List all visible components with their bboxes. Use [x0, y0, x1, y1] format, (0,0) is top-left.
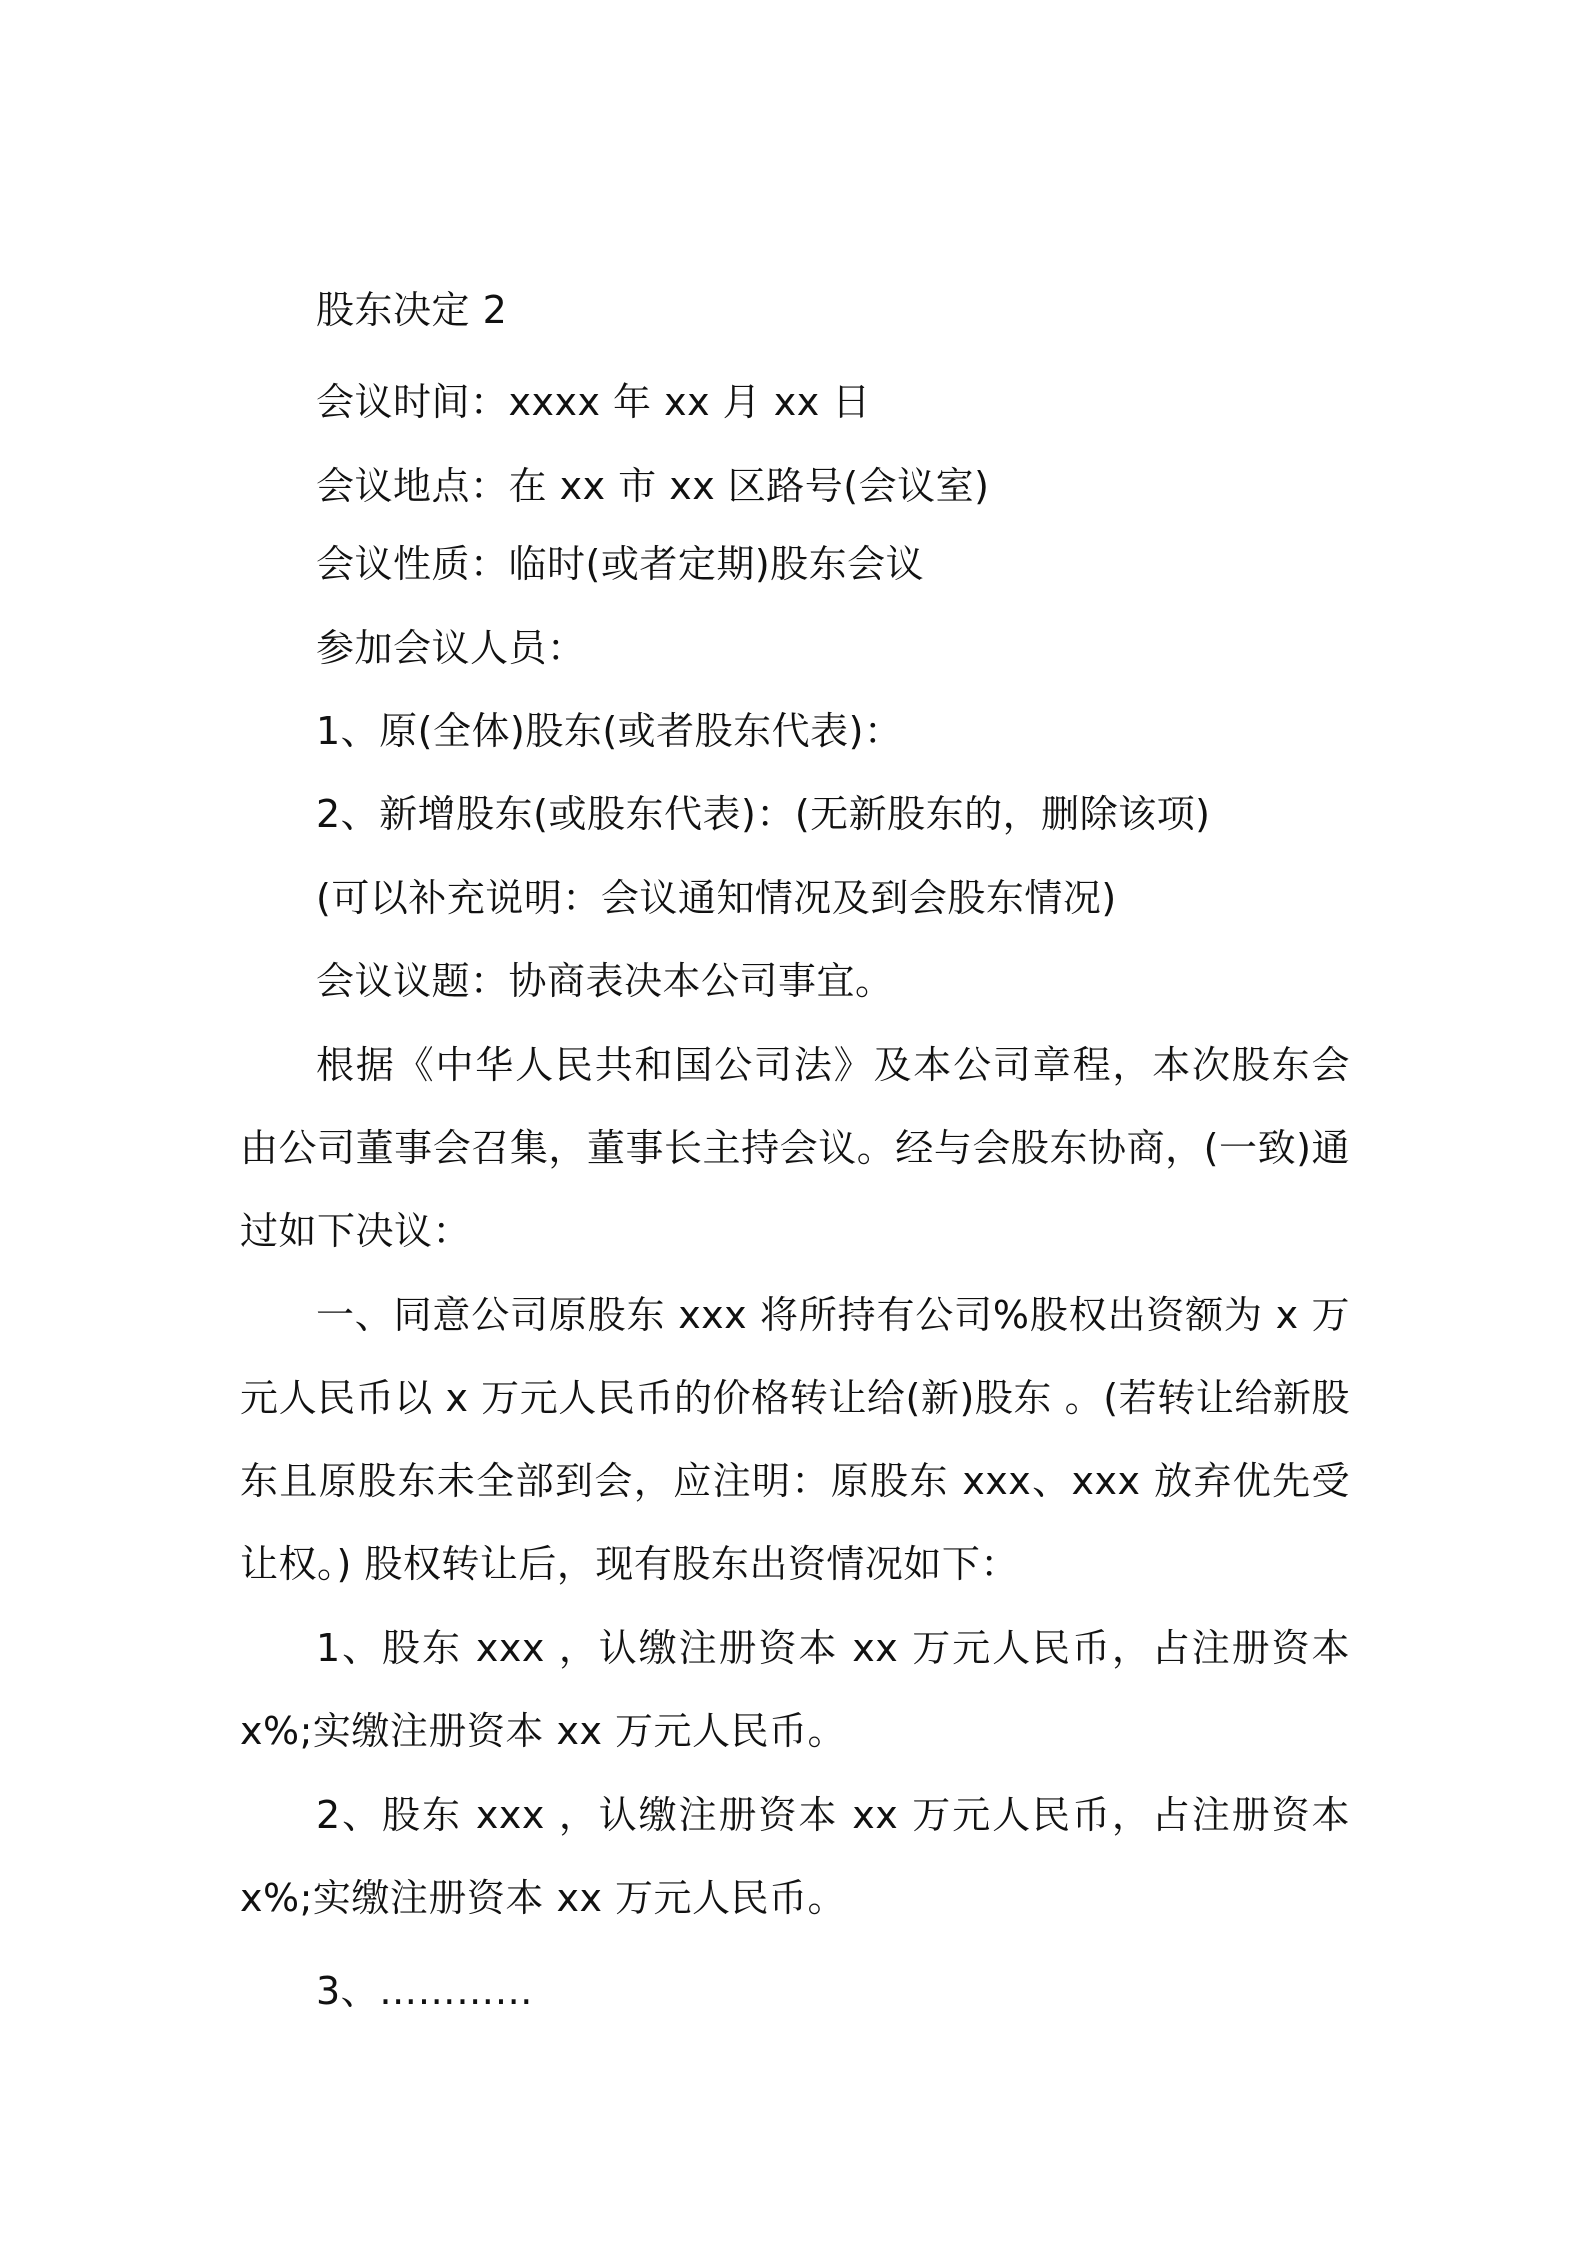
- intro-paragraph: 根据《中华人民共和国公司法》及本公司章程，本次股东会由公司董事会召集，董事长主持会议。经与会股东协商，(一致)通过如下决议：: [240, 1043, 1350, 1253]
- shareholder-item: 1、股东 xxx ，认缴注册资本 xx 万元人民币，占注册资本 x%;实缴注册资本 xx 万元人民币。: [240, 1626, 1350, 1753]
- attendee-item: 1、原(全体)股东(或者股东代表)：: [316, 709, 903, 753]
- attendee-item: 2、新增股东(或股东代表)：(无新股东的，删除该项): [316, 792, 1211, 836]
- shareholder-item: 3、…………: [316, 1969, 534, 2013]
- shareholder-item: 2、股东 xxx ，认缴注册资本 xx 万元人民币，占注册资本 x%;实缴注册资本 xx 万元人民币。: [240, 1793, 1350, 1920]
- resolution-paragraph: 一、同意公司原股东 xxx 将所持有公司%股权出资额为 x 万元人民币以 x 万元人民币的价格转让给(新)股东 。(若转让给新股东且原股东未全部到会，应注明：原股东 xxx、xxx 放弃优先受让权。) 股权转让后，现有股东出资情况如下：: [240, 1293, 1350, 1586]
- meeting-time: 会议时间：xxxx 年 xx 月 xx 日: [316, 380, 871, 424]
- meeting-topic: 会议议题：协商表决本公司事宜。: [316, 959, 894, 1003]
- meeting-place: 会议地点：在 xx 市 xx 区路号(会议室): [316, 464, 990, 508]
- attendees-label: 参加会议人员：: [316, 626, 586, 670]
- document-title: 股东决定 2: [316, 288, 508, 332]
- supplement-note: (可以补充说明：会议通知情况及到会股东情况): [316, 876, 1117, 920]
- meeting-nature: 会议性质：临时(或者定期)股东会议: [316, 542, 925, 586]
